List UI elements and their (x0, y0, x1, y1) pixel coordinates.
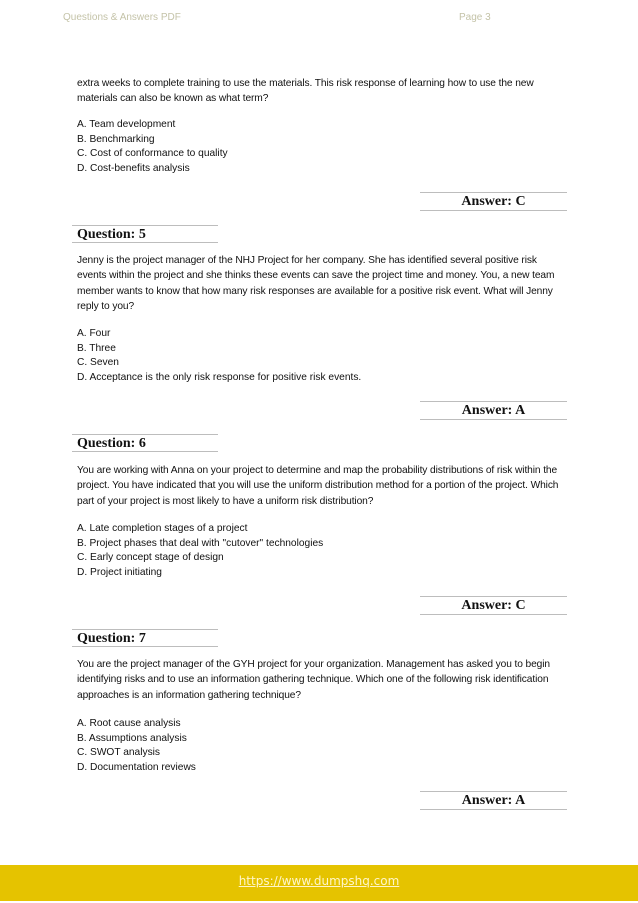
option-b: B. Assumptions analysis (77, 732, 187, 744)
option-a: A. Four (77, 328, 111, 339)
question-text: You are the project manager of the GYH project for your organization. Management has asked you to begin identifying risks and to use an information gathering technique. Which one of the following risk identification approaches is an information gathering technique? (77, 659, 550, 701)
option-d: D. Acceptance is the only risk response for positive risk events. (77, 371, 362, 383)
footer-bar (0, 865, 638, 901)
question-options (77, 327, 361, 385)
option-a: A. Late completion stages of a project (77, 523, 248, 534)
answer-box: Answer: C (420, 192, 567, 211)
option-d: D. Project initiating (77, 566, 162, 578)
question-options (77, 717, 196, 775)
option-d: D. Documentation reviews (77, 761, 196, 773)
answer-box: Answer: C (420, 596, 567, 615)
option-a: A. Root cause analysis (77, 718, 181, 729)
option-b: B. Three (77, 342, 116, 354)
footer-link[interactable]: https://www.dumpshq.com (238, 874, 400, 888)
page-number: Page 3 (459, 12, 491, 23)
option-b: B. Project phases that deal with "cutover" technologies (77, 537, 324, 549)
question-options (77, 522, 323, 580)
question-heading: Question: 7 (72, 629, 218, 647)
question-4-options (77, 118, 228, 176)
option-c: C. Cost of conformance to quality (77, 148, 228, 159)
option-c: C. SWOT analysis (77, 747, 161, 758)
option-b: B. Benchmarking (77, 133, 155, 145)
option-a: A. Team development (77, 119, 176, 130)
option-d: D. Cost-benefits analysis (77, 162, 190, 174)
question-heading: Question: 6 (72, 434, 218, 452)
option-c: C. Seven (77, 357, 119, 368)
question-4-text: extra weeks to complete training to use the materials. This risk response of learning how to use the new materials can also be known as what term? (77, 78, 534, 105)
answer-box: Answer: A (420, 791, 567, 810)
question-text: You are working with Anna on your project to determine and map the probability distributions of risk within the project. You have indicated that you will use the uniform distribution method for a portion of the project. Which part of your project is most likely to have a uniform risk distribution? (77, 465, 559, 507)
header-title: Questions & Answers PDF (63, 12, 181, 23)
answer-box: Answer: A (420, 401, 567, 420)
question-text: Jenny is the project manager of the NHJ Project for her company. She has identified several positive risk events within the project and she thinks these events can save the project time and money. You, a new team member wants to know that how many risk responses are available for a positive risk event. What will Jenny reply to you? (77, 255, 555, 312)
question-heading: Question: 5 (72, 225, 218, 243)
option-c: C. Early concept stage of design (77, 552, 224, 563)
